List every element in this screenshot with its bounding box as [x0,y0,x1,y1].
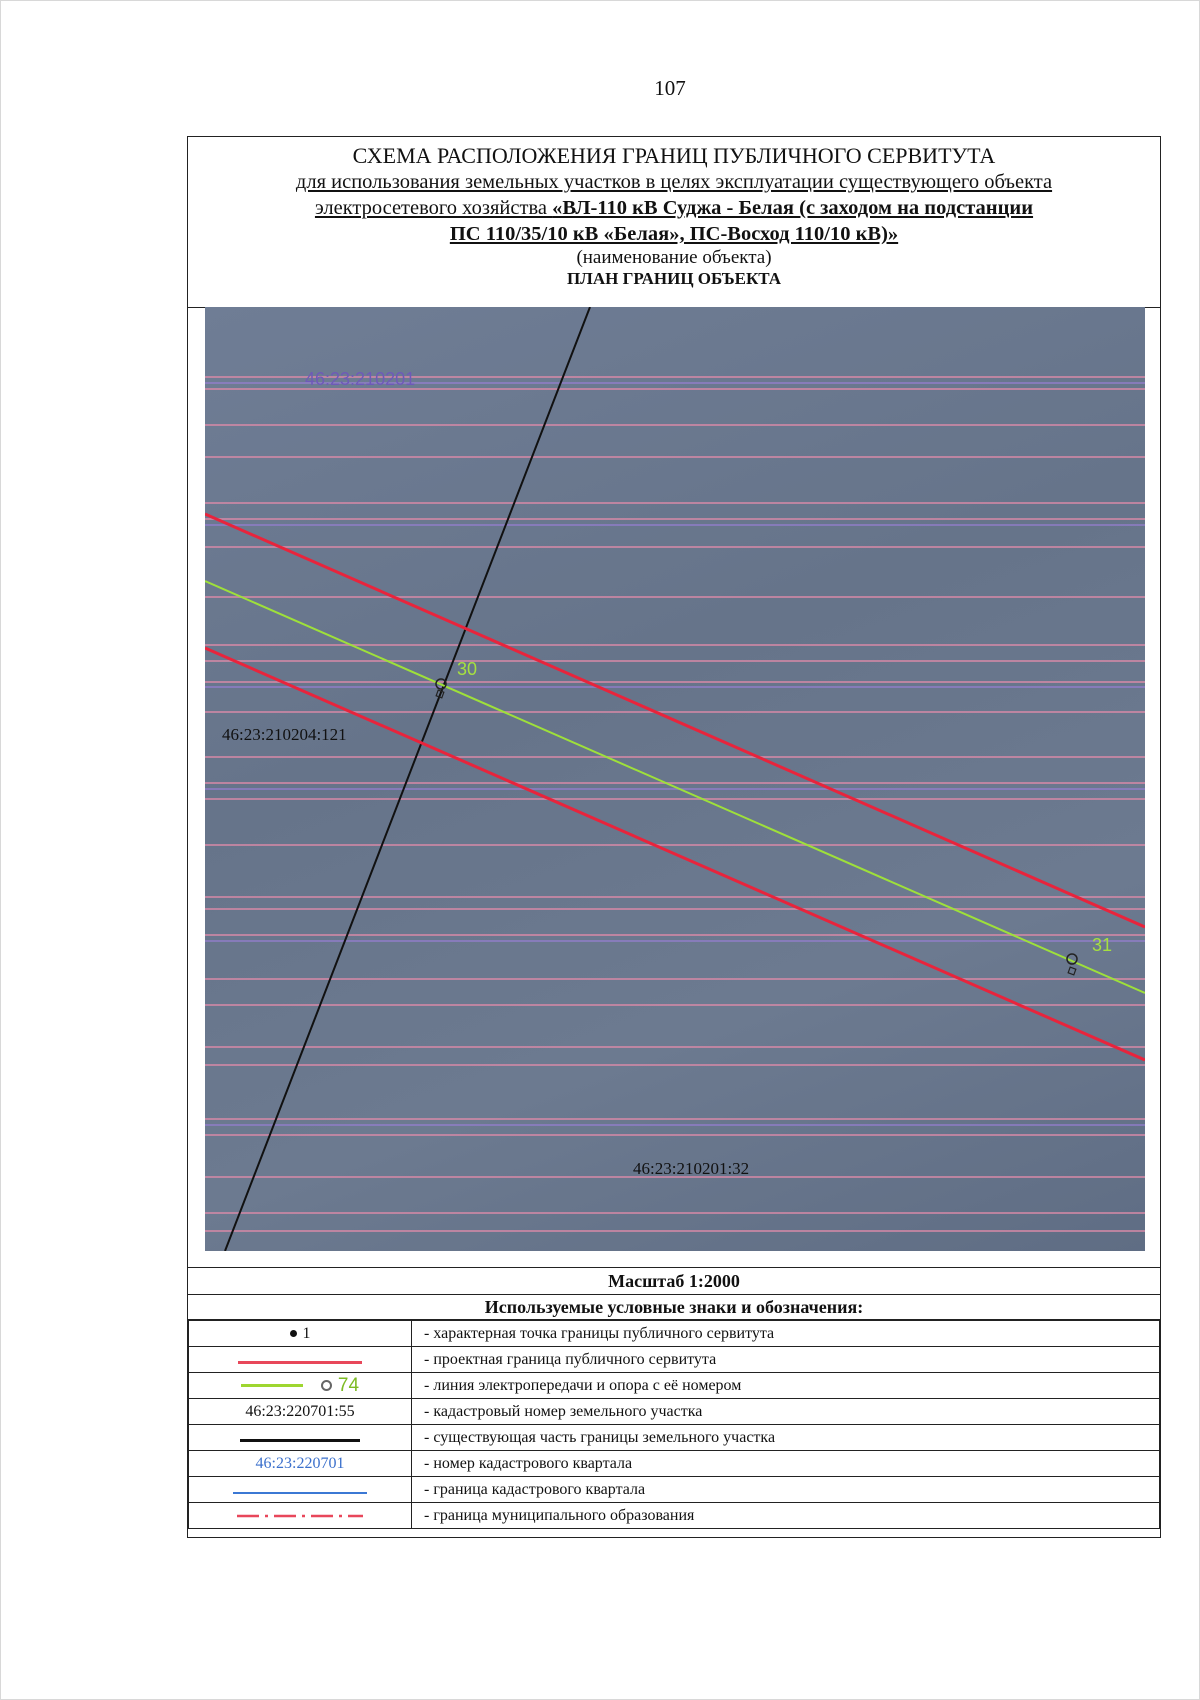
legend-point-number: 1 [302,1324,311,1342]
legend-row [189,1477,1160,1503]
legend-area [188,1267,1160,1529]
legend-support-number: 74 [337,1374,360,1396]
legend-description: - характерная точка границы публичного сервитута [412,1321,1160,1347]
object-name-part1: «ВЛ-110 кВ Суджа - Белая (с заходом на подстанции [552,197,1034,219]
legend-row [189,1373,1160,1399]
page-number: 107 [654,76,686,100]
parcel-label-32: 46:23:210201:32 [633,1159,750,1178]
scheme-purpose: для использования земельных участков в целях эксплуатации существующего объекта [295,171,1053,193]
legend-row [189,1399,1160,1425]
legend-description: - кадастровый номер земельного участка [412,1399,1160,1425]
map-plan [205,307,1145,1251]
legend-symbol-parcel-boundary [189,1425,412,1451]
red-line-icon [238,1361,362,1364]
parcel-label-121: 46:23:210204:121 [222,725,347,744]
legend-row [189,1503,1160,1529]
scan-artifact-violet-lines [205,383,1145,1125]
legend-symbol-power-line [189,1373,412,1399]
support-number-30: 30 [457,659,478,679]
legend-symbol-municipal-boundary [189,1503,412,1529]
black-line-icon [240,1439,360,1442]
scan-artifact-lines [205,377,1145,1231]
legend-symbol-parcel-number: 46:23:220701:55 [189,1399,412,1425]
legend-row [189,1425,1160,1451]
blue-line-icon [233,1492,367,1494]
legend-row [189,1451,1160,1477]
legend-symbol-servitude [189,1347,412,1373]
legend-quarter-number: 46:23:220701 [255,1454,345,1472]
scheme-object-line [188,195,1160,221]
dash-dot-line-icon [235,1512,365,1520]
legend-table [188,1320,1160,1529]
legend-description: - граница муниципального образования [412,1503,1160,1529]
legend-symbol-quarter-number [189,1451,412,1477]
scheme-title: СХЕМА РАСПОЛОЖЕНИЯ ГРАНИЦ ПУБЛИЧНОГО СЕРВИТУТА [352,143,996,168]
cadastral-quarter-label: 46:23:210201 [305,369,416,389]
point-dot-icon [290,1330,297,1337]
support-31-icon [1067,954,1077,975]
servitude-boundary-upper [205,514,1145,927]
servitude-boundary-lower [205,648,1145,1060]
legend-row [189,1347,1160,1373]
map-graphics [205,307,1145,1251]
legend-description: - номер кадастрового квартала [412,1451,1160,1477]
legend-heading: Используемые условные знаки и обозначения: [188,1295,1160,1320]
legend-description: - существующая часть границы земельного участка [412,1425,1160,1451]
plan-heading: ПЛАН ГРАНИЦ ОБЪЕКТА [566,269,782,288]
title-block [188,137,1160,308]
support-number-31: 31 [1092,935,1113,955]
legend-symbol-quarter-boundary [189,1477,412,1503]
scale-label: Масштаб 1:2000 [188,1267,1160,1295]
parcel-boundary-line [225,307,590,1251]
legend-row [189,1321,1160,1347]
scheme-sheet [187,136,1161,1538]
green-line-icon [241,1384,303,1387]
object-prefix: электросетевого хозяйства [314,197,553,219]
legend-symbol-point [189,1321,412,1347]
legend-description: - граница кадастрового квартала [412,1477,1160,1503]
legend-description: - линия электропередачи и опора с её номером [412,1373,1160,1399]
legend-description: - проектная граница публичного сервитута [412,1347,1160,1373]
power-line [205,581,1145,993]
support-ring-icon [321,1380,332,1391]
object-name-part2: ПС 110/35/10 кВ «Белая», ПС-Восход 110/10 кВ)» [449,223,899,245]
object-caption: (наименование объекта) [576,247,772,268]
